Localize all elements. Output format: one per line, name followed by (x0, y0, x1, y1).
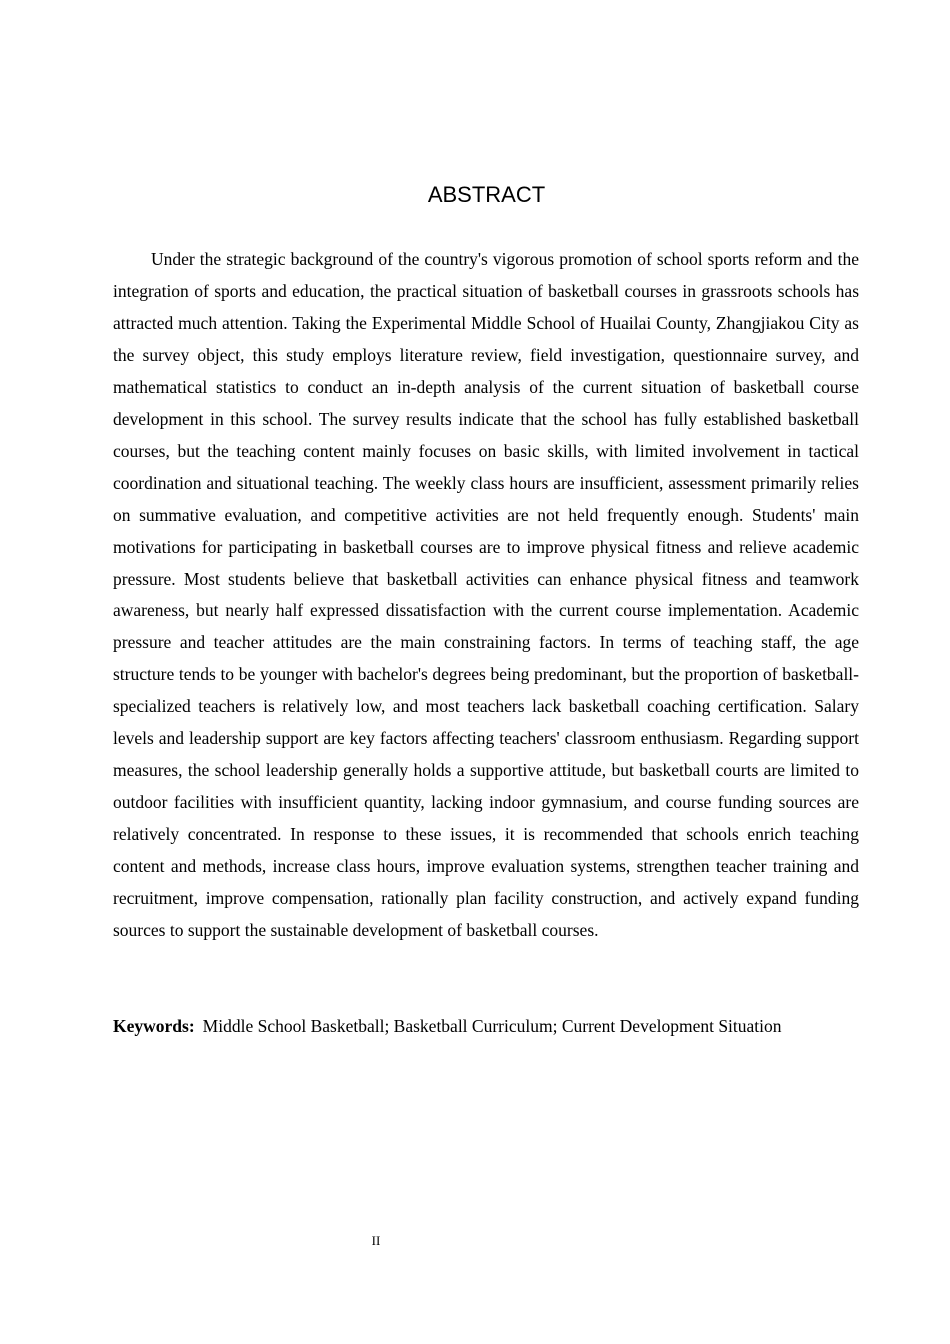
keywords-label: Keywords: (113, 1016, 195, 1036)
page-number: II (371, 1233, 381, 1248)
keywords-value: Middle School Basketball; Basketball Curriculum; Current Development Situation (202, 1016, 782, 1036)
abstract-heading: ABSTRACT (427, 182, 546, 207)
keywords-line (113, 1011, 873, 1043)
abstract-body: Under the strategic background of the country's vigorous promotion of school sports reform and the integration of sports and education, the practical situation of basketball courses in grassroots schools has attracted much attention. Taking the Experimental Middle School of Huailai County, Zhangjiakou City as the survey object, this study employs literature review, field investigation, questionnaire survey, and mathematical statistics to conduct an in-depth analysis of the current situation of basketball course development in this school. The survey results indicate that the school has fully established basketball courses, but the teaching content mainly focuses on basic skills, with limited involvement in tactical coordination and situational teaching. The weekly class hours are insufficient, assessment primarily relies on summative evaluation, and competitive activities are not held frequently enough. Students' main motivations for participating in basketball courses are to improve physical fitness and relieve academic pressure. Most students believe that basketball activities can enhance physical fitness and teamwork awareness, but nearly half expressed dissatisfaction with the current course implementation. Academic pressure and teacher attitudes are the main constraining factors. In terms of teaching staff, the age structure tends to be younger with bachelor's degrees being predominant, but the proportion of basketball-specialized teachers is relatively low, and most teachers lack basketball coaching certification. Salary levels and leadership support are key factors affecting teachers' classroom enthusiasm. Regarding support measures, the school leadership generally holds a supportive attitude, but basketball courts are limited to outdoor facilities with insufficient quantity, lacking indoor gymnasium, and course funding sources are relatively concentrated. In response to these issues, it is recommended that schools enrich teaching content and methods, increase class hours, improve evaluation systems, strengthen teacher training and recruitment, improve compensation, rationally plan facility construction, and actively expand funding sources to support the sustainable development of basketball courses. (113, 249, 859, 941)
